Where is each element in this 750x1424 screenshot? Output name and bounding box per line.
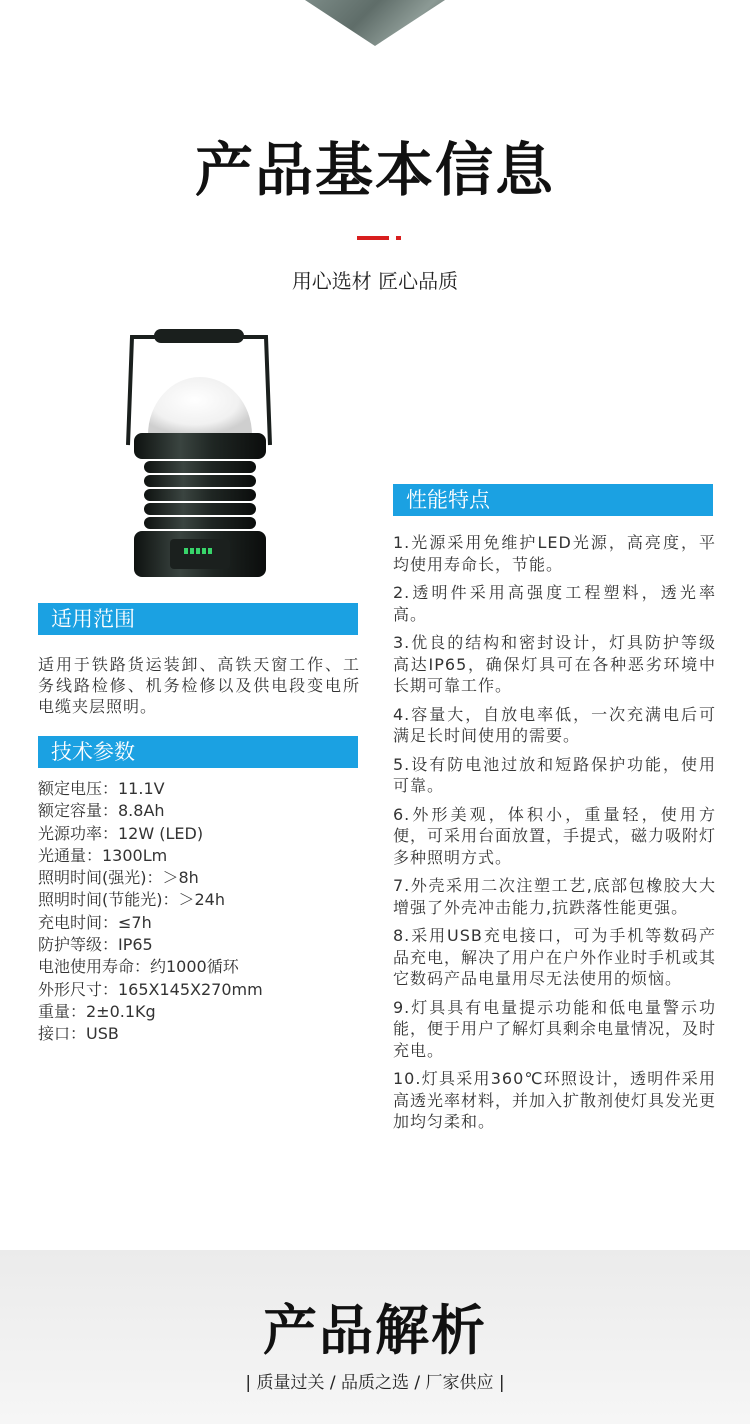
spec-item: 光源功率：12W (LED) [38, 823, 204, 843]
lamp-product-image [120, 325, 280, 587]
usage-heading: 适用范围 [38, 603, 358, 635]
spec-item: 重量：2±0.1Kg [38, 1001, 156, 1021]
spec-item: 额定电压：11.1V [38, 779, 165, 798]
spec-item: 电池使用寿命：约1000循环 [38, 957, 239, 977]
spec-item: 照明时间(强光)：＞8h [38, 868, 199, 888]
spec-heading: 技术参数 [38, 736, 358, 768]
feature-item: 1.光源采用免维护LED光源，高亮度，平均使用寿命长，节能。 [393, 533, 716, 574]
feature-item: 8.采用USB充电接口，可为手机等数码产品充电，解决了用户在户外作业时手机或其它数码产品电量用尽无法使用的烦恼。 [393, 926, 717, 988]
title-underline [357, 236, 389, 240]
feature-item: 9.灯具具有电量提示功能和低电量警示功能，便于用户了解灯具剩余电量情况，及时充电。 [393, 997, 717, 1060]
footer-subtitle: | 质量过关 / 品质之选 / 厂家供应 | [245, 1373, 505, 1393]
feature-item: 10.灯具采用360℃环照设计，透明件采用高透光率材料，并加入扩散剂使灯具发光更加均匀柔和。 [393, 1069, 717, 1131]
feature-item: 3.优良的结构和密封设计，灯具防护等级高达IP65，确保灯具可在各种恶劣环境中长期可靠工作。 [393, 633, 716, 695]
spec-item: 额定容量：8.8Ah [38, 801, 165, 821]
feature-item: 2.透明件采用高强度工程塑料，透光率高。 [393, 583, 716, 624]
page-subtitle: 用心选材 匠心品质 [291, 269, 459, 293]
feature-item: 4.容量大，自放电率低，一次充满电后可满足长时间使用的需要。 [393, 704, 716, 745]
spec-item: 光通量：1300Lm [38, 845, 168, 865]
feature-item: 5.设有防电池过放和短路保护功能，使用可靠。 [393, 754, 716, 795]
spec-item: 充电时间：≤7h [38, 912, 152, 932]
feature-item: 6.外形美观，体积小，重量轻，使用方便，可采用台面放置，手提式，磁力吸附灯多种照明方式。 [393, 804, 717, 867]
usage-text: 适用于铁路货运装卸、高铁天窗工作、工务线路检修、机务检修以及供电段变电所电缆夹层照明。 [38, 655, 360, 716]
spec-item: 外形尺寸：165X145X270mm [38, 979, 263, 999]
spec-item: 防护等级：IP65 [38, 935, 153, 955]
title-underline-dot [396, 236, 401, 240]
spec-list [38, 778, 368, 1046]
feature-item: 7.外壳采用二次注塑工艺,底部包橡胶大大增强了外壳冲击能力,抗跌落性能更强。 [393, 876, 716, 917]
footer-title: 产品解析 [263, 1299, 487, 1362]
features-heading: 性能特点 [393, 484, 713, 516]
spec-item: 照明时间(节能光)：＞24h [38, 890, 225, 910]
spec-item: 接口：USB [38, 1024, 119, 1044]
features-list [393, 532, 716, 1140]
page-title: 产品基本信息 [194, 136, 555, 204]
